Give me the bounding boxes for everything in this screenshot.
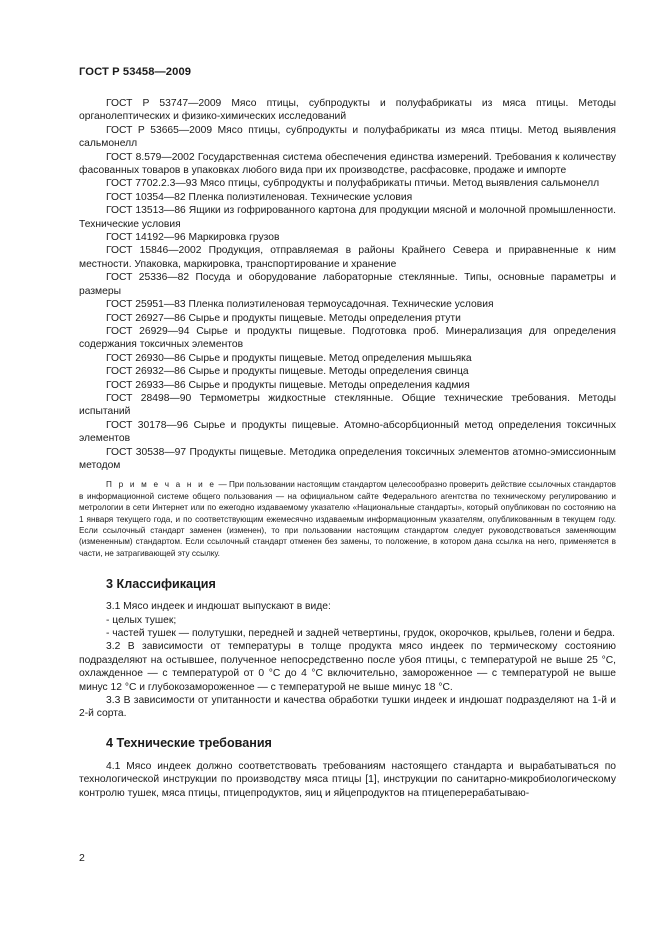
document-header: ГОСТ Р 53458—2009 — [79, 66, 192, 78]
page-number: 2 — [79, 852, 85, 864]
section-3-paragraph-1: 3.1 Мясо индеек и индюшат выпускают в виде: — [106, 601, 331, 613]
reference-item: ГОСТ 8.579—2002 Государственная система обеспечения единства измерений. Требования к количеству фасованных товаров в упаковках любого вида при их производстве, расфасовке, продаже и импорте — [79, 151, 616, 177]
section-4-heading: 4 Технические требования — [106, 735, 272, 750]
reference-item: ГОСТ Р 53665—2009 Мясо птицы, субпродукты и полуфабрикаты из мяса птицы. Метод выявления сальмонелл — [79, 124, 616, 150]
reference-item: ГОСТ 25336—82 Посуда и оборудование лабораторные стеклянные. Типы, основные параметры и размеры — [79, 272, 616, 297]
reference-item: ГОСТ 15846—2002 Продукция, отправляемая в районы Крайнего Севера и приравненные к ним местности. Упаковка, маркировка, транспортирование и хранение — [79, 245, 616, 270]
reference-item: ГОСТ 30538—97 Продукты пищевые. Методика определения токсичных элементов атомно-эмиссионным методом — [79, 446, 616, 471]
reference-item: ГОСТ 25951—83 Пленка полиэтиленовая термоусадочная. Технические условия — [106, 299, 494, 311]
reference-item: ГОСТ 26930—86 Сырье и продукты пищевые. Метод определения мышьяка — [106, 352, 472, 364]
reference-item: ГОСТ 14192—96 Маркировка грузов — [106, 232, 280, 244]
section-3-heading: 3 Классификация — [106, 577, 216, 592]
section-3-list-item-1: - целых тушек; — [106, 614, 177, 626]
reference-item: ГОСТ 26932—86 Сырье и продукты пищевые. Методы определения свинца — [106, 366, 469, 378]
reference-item: ГОСТ 30178—96 Сырье и продукты пищевые. Атомно-абсорбционный метод определения токсичных элементов — [79, 419, 616, 445]
normative-references-list — [79, 97, 616, 472]
reference-item: ГОСТ 7702.2.3—93 Мясо птицы, субпродукты и полуфабрикаты птичьи. Метод выявления сальмонелл — [106, 178, 600, 190]
reference-item: ГОСТ 13513—86 Ящики из гофрированного картона для продукции мясной и молочной промышленности. Технические условия — [79, 205, 616, 230]
note-text: — При пользовании настоящим стандартом целесообразно проверить действие ссылочных стандартов в информационной системе общего пользования — на официальном сайте Федерального агентства по техническому регулированию и метрологии в сети Интернет или по ежегодно издаваемому указателю «Национальные стандарты», который опубликован по состоянию на 1 января текущего года, и по соответствующим ежемесячно издаваемым информационным указателям, опубликованным в текущем году. Если ссылочный стандарт заменен (изменен), то при пользовании настоящим стандартом следует руководствоваться заменяющим (измененным) стандартом. Если ссылочный стандарт отменен без замены, то положение, в котором дана ссылка на него, применяется в части, не затрагивающей эту ссылку. — [79, 480, 617, 558]
reference-item: ГОСТ Р 53747—2009 Мясо птицы, субпродукты и полуфабрикаты из мяса птицы. Методы органолептических и физико-химических исследований — [79, 98, 616, 123]
reference-item: ГОСТ 26927—86 Сырье и продукты пищевые. Методы определения ртути — [106, 312, 461, 324]
page-content — [79, 97, 616, 800]
references-note — [79, 479, 616, 559]
reference-item: ГОСТ 26933—86 Сырье и продукты пищевые. Методы определения кадмия — [106, 379, 470, 391]
reference-item: ГОСТ 28498—90 Термометры жидкостные стеклянные. Общие технические требования. Методы испытаний — [79, 392, 616, 418]
reference-item: ГОСТ 10354—82 Пленка полиэтиленовая. Технические условия — [106, 191, 413, 203]
section-3-paragraph-2: 3.2 В зависимости от температуры в толще продукта мясо индеек по термическому состоянию подразделяют на остывшее, полученное непосредственно после убоя птицы, с температурой не выше 25 °С, охлажденное — с температурой от 0 °С до 4 °С включительно, замороженное — с температурой не выше минус 12 °С и глубокозамороженное — с температурой не выше минус 18 °С. — [79, 641, 616, 693]
note-label: П р и м е ч а н и е — [106, 480, 217, 490]
section-4-paragraph-1: 4.1 Мясо индеек должно соответствовать требованиям настоящего стандарта и вырабатываться по технологической инструкции по производству мяса птицы [1], инструкции по санитарно-микробиологическому контролю тушек, мяса птицы, птицепродуктов, яиц и яйцепродуктов на птицеперерабатываю- — [79, 760, 616, 799]
section-3-paragraph-3: 3.3 В зависимости от упитанности и качества обработки тушки индеек и индюшат подразделяют на 1-й и 2-й сорта. — [79, 695, 616, 720]
reference-item: ГОСТ 26929—94 Сырье и продукты пищевые. Подготовка проб. Минерализация для определения содержания токсичных элементов — [79, 325, 616, 351]
section-3-list-item-2: - частей тушек — полутушки, передней и задней четвертины, грудок, окорочков, крыльев, голени и бедра. — [106, 628, 615, 640]
